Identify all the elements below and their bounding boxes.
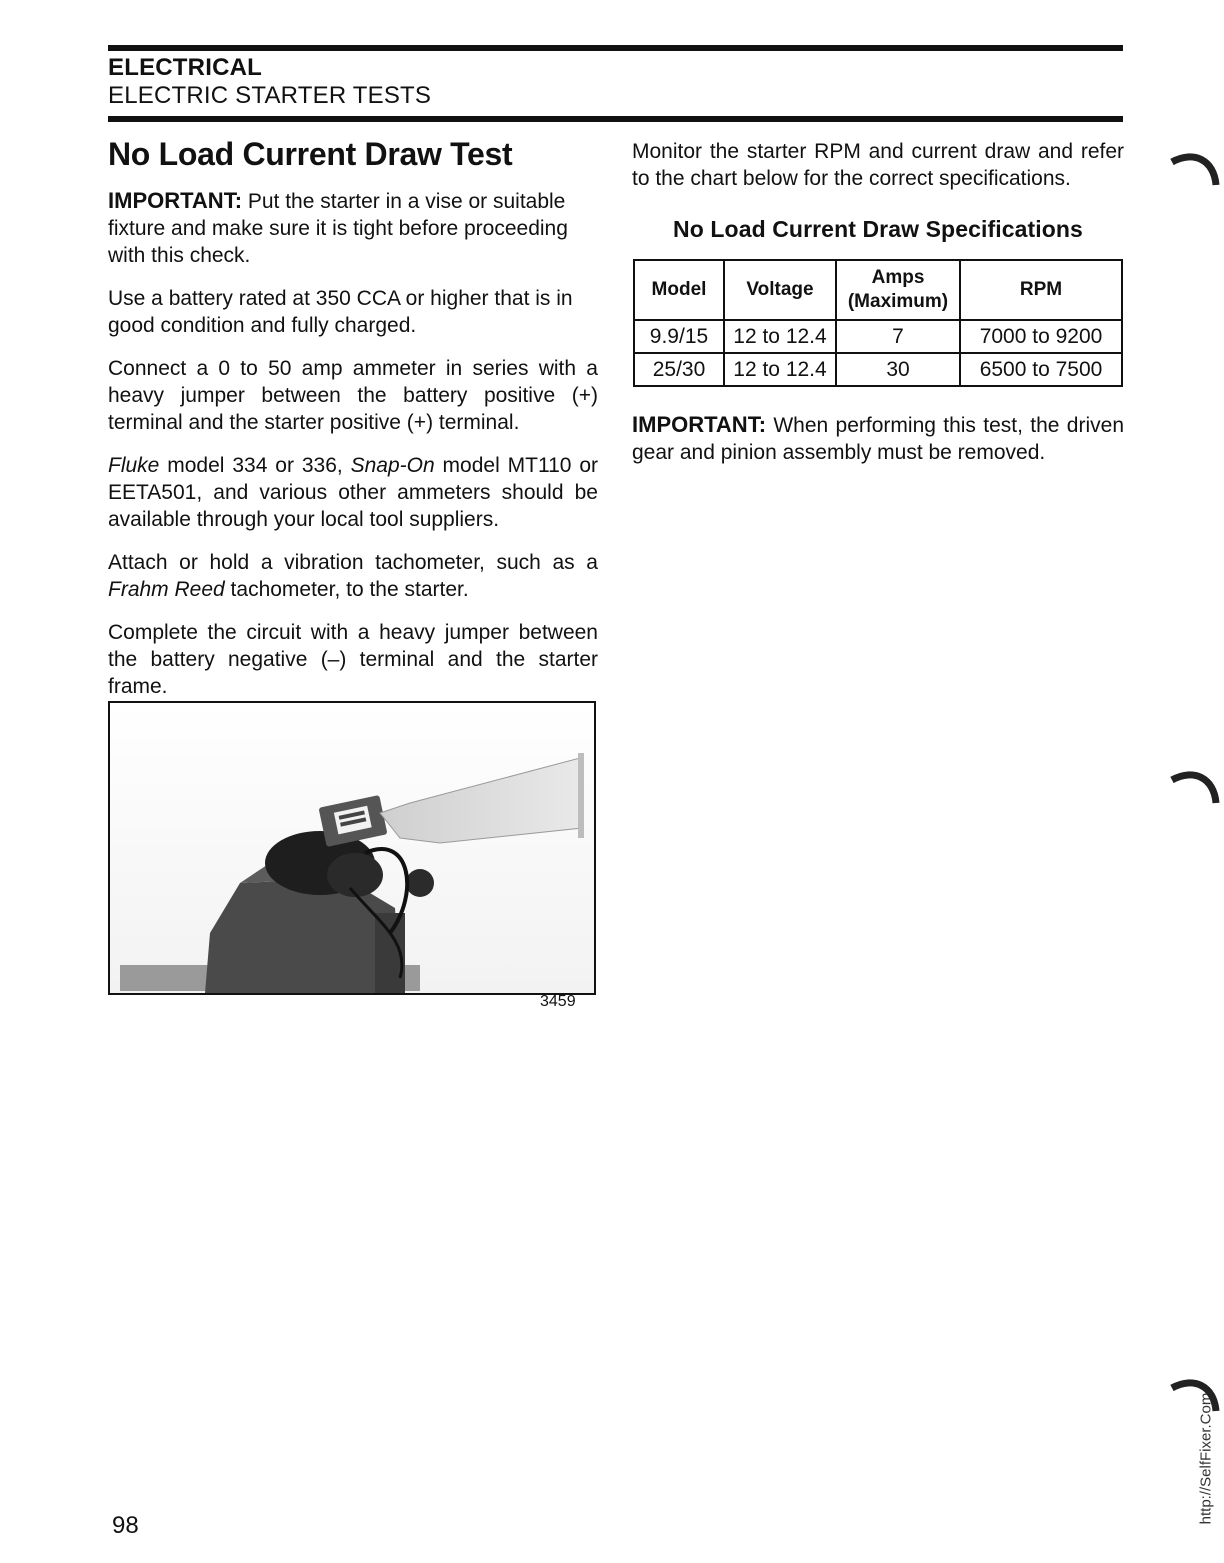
vise-body: [205, 878, 400, 993]
table-header-row: [634, 260, 1122, 320]
binder-hole-artifact: [1164, 768, 1224, 808]
ammeter-brands-paragraph: [108, 452, 598, 533]
left-column: [108, 136, 598, 716]
binder-hole-artifact: [1164, 150, 1224, 190]
spec-table-title: No Load Current Draw Specifications: [673, 216, 1083, 242]
cell-amps: 7: [836, 320, 960, 353]
tach-text-b: tachometer, to the starter.: [224, 578, 469, 601]
ammeter-paragraph: Connect a 0 to 50 amp ammeter in series with a heavy jumper between the battery positive (+) terminal and the starter positive (+) terminal.: [108, 357, 598, 434]
header-model: Model: [634, 260, 724, 320]
figure-number: 3459: [540, 993, 576, 1010]
important-note-2: [632, 411, 1124, 466]
subsection-title: ELECTRIC STARTER TESTS: [108, 82, 432, 109]
tachometer-paragraph: [108, 549, 598, 603]
cell-rpm: 6500 to 7500: [960, 353, 1122, 386]
important-label: IMPORTANT:: [632, 412, 767, 437]
page-heading: No Load Current Draw Test: [108, 136, 513, 172]
header-amps-label: Amps (Maximum): [847, 267, 949, 312]
cell-voltage: 12 to 12.4: [724, 320, 836, 353]
brands-text-a: model 334 or 336,: [159, 454, 351, 477]
starter-test-photo: [108, 701, 596, 995]
binder-hole-artifact: [1164, 1376, 1224, 1416]
cell-voltage: 12 to 12.4: [724, 353, 836, 386]
section-title: ELECTRICAL: [108, 54, 262, 81]
photo-illustration: [110, 703, 594, 993]
cell-model: 25/30: [634, 353, 724, 386]
tach-text-a: Attach or hold a vibration tachometer, such as a: [108, 551, 598, 574]
header-amps: [836, 260, 960, 320]
brand-frahm-reed: Frahm Reed: [108, 578, 225, 601]
right-column: [632, 138, 1124, 482]
battery-paragraph: Use a battery rated at 350 CCA or higher that is in good condition and fully charged.: [108, 287, 573, 337]
cell-model: 9.9/15: [634, 320, 724, 353]
table-row: [634, 320, 1122, 353]
important-label: IMPORTANT:: [108, 188, 243, 213]
brands-text-b: model MT110 or EETA501, and various other ammeters should be available through your local tool suppliers.: [108, 454, 598, 531]
important-text: Put the starter in a vise or suitable fixture and make sure it is tight before proceeding with this check.: [108, 190, 568, 267]
page-number: 98: [112, 1512, 139, 1539]
circuit-paragraph: Complete the circuit with a heavy jumper between the battery negative (–) terminal and the starter frame.: [108, 621, 598, 698]
header-rule-bottom: [108, 116, 1123, 122]
important-note-1: [108, 187, 598, 269]
important-text: When performing this test, the driven gear and pinion assembly must be removed.: [632, 414, 1124, 464]
watermark-text: http://SelfFixer.Com: [1197, 1392, 1215, 1525]
header-rpm: RPM: [960, 260, 1122, 320]
spec-table: [633, 259, 1123, 387]
header-rule-top: [108, 45, 1123, 51]
table-row: [634, 353, 1122, 386]
brand-snap-on: Snap-On: [350, 454, 435, 477]
cell-amps: 30: [836, 353, 960, 386]
header-voltage: Voltage: [724, 260, 836, 320]
brand-fluke: Fluke: [108, 454, 160, 477]
monitor-paragraph: Monitor the starter RPM and current draw and refer to the chart below for the correct specifications.: [632, 140, 1124, 190]
cell-rpm: 7000 to 9200: [960, 320, 1122, 353]
